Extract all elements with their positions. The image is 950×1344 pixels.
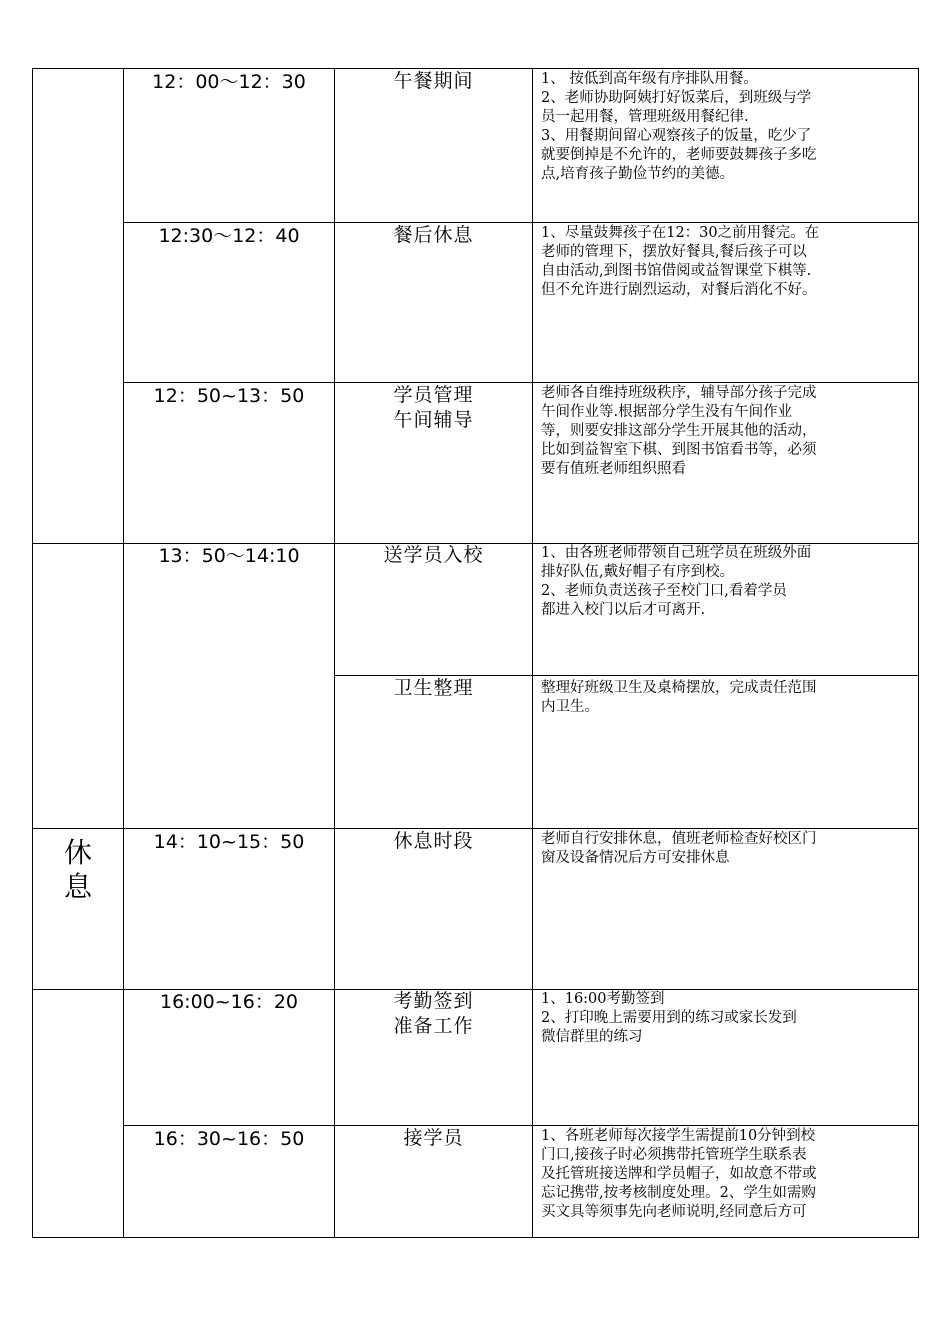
activity-cell: 接学员 <box>403 1127 464 1149</box>
description-cell: 1、各班老师每次接学生需提前10分钟到校 门口,接孩子时必须携带托管班学生联系表 及托管班接送牌和学员帽子，如故意不带或 忘记携带,按考核制度处理。2、学生如需购 买文具等须事先向老师说明,经同意后方可 <box>541 1128 817 1220</box>
description-cell: 老师自行安排休息，值班老师检查好校区门 窗及设备情况后方可安排休息 <box>541 831 817 866</box>
description-cell: 老师各自维持班级秩序，辅导部分孩子完成 午间作业等.根据部分学生没有午间作业 等，则要安排这部分学生开展其他的活动， 比如到益智室下棋、到图书馆看书等，必须 要有值班老师组织照看 <box>541 385 817 477</box>
activity-cell: 休息时段 <box>393 830 474 852</box>
activity-cell: 卫生整理 <box>393 677 474 699</box>
description-cell: 整理好班级卫生及桌椅摆放，完成责任范围 内卫生。 <box>541 680 817 715</box>
activity-cell: 考勤签到 准备工作 <box>393 990 474 1037</box>
activity-cell: 餐后休息 <box>393 224 474 246</box>
description-cell: 1、由各班老师带领自己班学员在班级外面 排好队伍,戴好帽子有序到校。 2、老师负责送孩子至校门口,看着学员 都进入校门以后才可离开. <box>541 545 812 618</box>
activity-cell: 送学员入校 <box>383 544 484 566</box>
category-rest: 休 息 <box>63 836 92 903</box>
time-cell: 14：10~15：50 <box>153 831 305 853</box>
time-cell: 12：50~13：50 <box>153 385 305 407</box>
activity-cell: 午餐期间 <box>393 70 474 92</box>
description-cell: 1、尽量鼓舞孩子在12：30之前用餐完。在 老师的管理下，摆放好餐具,餐后孩子可以 自由活动,到图书馆借阅或益智课堂下棋等. 但不允许进行剧烈运动，对餐后消化不好。 <box>541 225 820 298</box>
time-cell: 16：30~16：50 <box>153 1128 305 1150</box>
activity-cell: 学员管理 午间辅导 <box>393 384 474 431</box>
time-cell: 13：50～14:10 <box>158 545 300 567</box>
time-cell: 12：00～12：30 <box>152 71 306 93</box>
time-cell: 12:30～12：40 <box>158 225 300 247</box>
description-cell: 1、 按低到高年级有序排队用餐。 2、老师协助阿姨打好饭菜后，到班级与学 员一起用餐，管理班级用餐纪律. 3、用餐期间留心观察孩子的饭量，吃少了 就要倒掉是不允许的，老师要鼓舞孩子多吃 点,培育孩子勤俭节约的美德。 <box>541 71 817 182</box>
description-cell: 1、16:00考勤签到 2、打印晚上需要用到的练习或家长发到 微信群里的练习 <box>541 991 797 1045</box>
time-cell: 16:00~16：20 <box>159 991 299 1013</box>
